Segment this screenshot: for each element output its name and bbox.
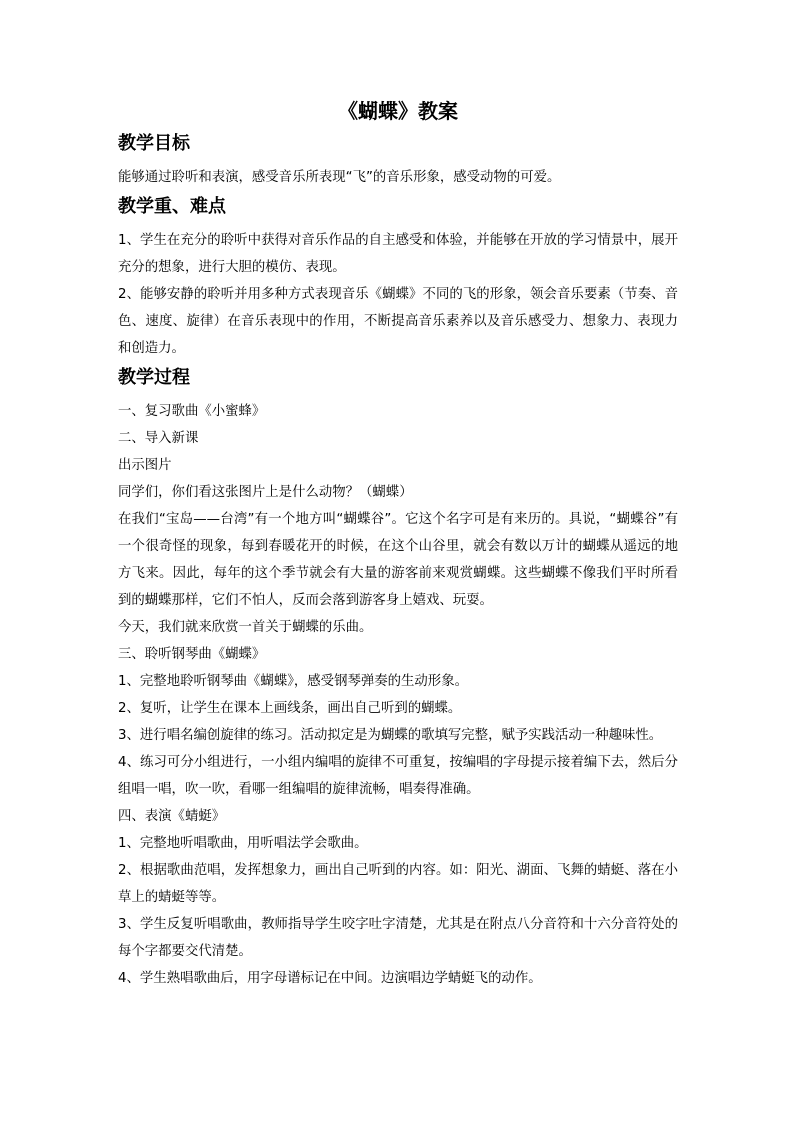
paragraph: 四、表演《蜻蜓》 [118,809,226,824]
section-heading: 教学目标 [118,133,190,154]
paragraph: 二、导入新课 [118,431,199,446]
document-title: 《蝴蝶》教案 [338,99,458,123]
section-key-points [118,193,678,362]
paragraph: 在我们“宝岛——台湾”有一个地方叫“蝴蝶谷”。它这个名字可是有来历的。具说，“蝴蝶谷”有一个很奇怪的现象，每到春暖花开的时候，在这个山谷里，就会有数以万计的蝴蝶从遥远的地方飞来。因此，每年的这个季节就会有大量的游客前来观赏蝴蝶。这些蝴蝶不像我们平时所看到的蝴蝶那样，它们不怕人，反而会落到游客身上嬉戏、玩耍。 [118,512,678,608]
paragraph: 1、完整地听唱歌曲，用听唱法学会歌曲。 [118,836,368,851]
section-heading: 教学过程 [118,367,190,388]
paragraph: 4、学生熟唱歌曲后，用字母谱标记在中间。边演唱边学蜻蜓飞的动作。 [118,971,542,986]
paragraph: 能够通过聆听和表演，感受音乐所表现“飞”的音乐形象，感受动物的可爱。 [118,170,561,185]
paragraph: 同学们，你们看这张图片上是什么动物？（蝴蝶） [118,485,413,500]
document-page [118,96,678,992]
paragraph: 1、完整地聆听钢琴曲《蝴蝶》，感受钢琴弹奏的生动形象。 [118,674,468,689]
paragraph: 3、学生反复听唱歌曲，教师指导学生咬字吐字清楚，尤其是在附点八分音符和十六分音符处的每个字都要交代清楚。 [118,917,678,959]
paragraph: 一、复习歌曲《小蜜蜂》 [118,404,266,419]
paragraph: 2、复听，让学生在课本上画线条，画出自己听到的蝴蝶。 [118,701,462,716]
paragraph: 4、练习可分小组进行，一小组内编唱的旋律不可重复，按编唱的字母提示接着编下去，然后分组唱一唱，吹一吹，看哪一组编唱的旋律流畅，唱奏得准确。 [118,755,678,797]
paragraph: 1、学生在充分的聆听中获得对音乐作品的自主感受和体验，并能够在开放的学习情景中，展开充分的想象，进行大胆的模仿、表现。 [118,233,678,275]
paragraph: 三、聆听钢琴曲《蝴蝶》 [118,647,266,662]
paragraph: 2、根据歌曲范唱，发挥想象力，画出自己听到的内容。如：阳光、湖面、飞舞的蜻蜓、落在小草上的蜻蜓等等。 [118,863,678,905]
paragraph: 3、进行唱名编创旋律的练习。活动拟定是为蝴蝶的歌填写完整，赋予实践活动一种趣味性。 [118,728,663,743]
paragraph: 出示图片 [118,458,172,473]
paragraph: 2、能够安静的聆听并用多种方式表现音乐《蝴蝶》不同的飞的形象，领会音乐要素（节奏、音色、速度、旋律）在音乐表现中的作用，不断提高音乐素养以及音乐感受力、想象力、表现力和创造力。 [118,287,678,356]
section-objectives [118,130,678,191]
section-heading: 教学重、难点 [118,196,226,217]
paragraph: 今天，我们就来欣赏一首关于蝴蝶的乐曲。 [118,620,373,635]
section-process [118,364,678,992]
